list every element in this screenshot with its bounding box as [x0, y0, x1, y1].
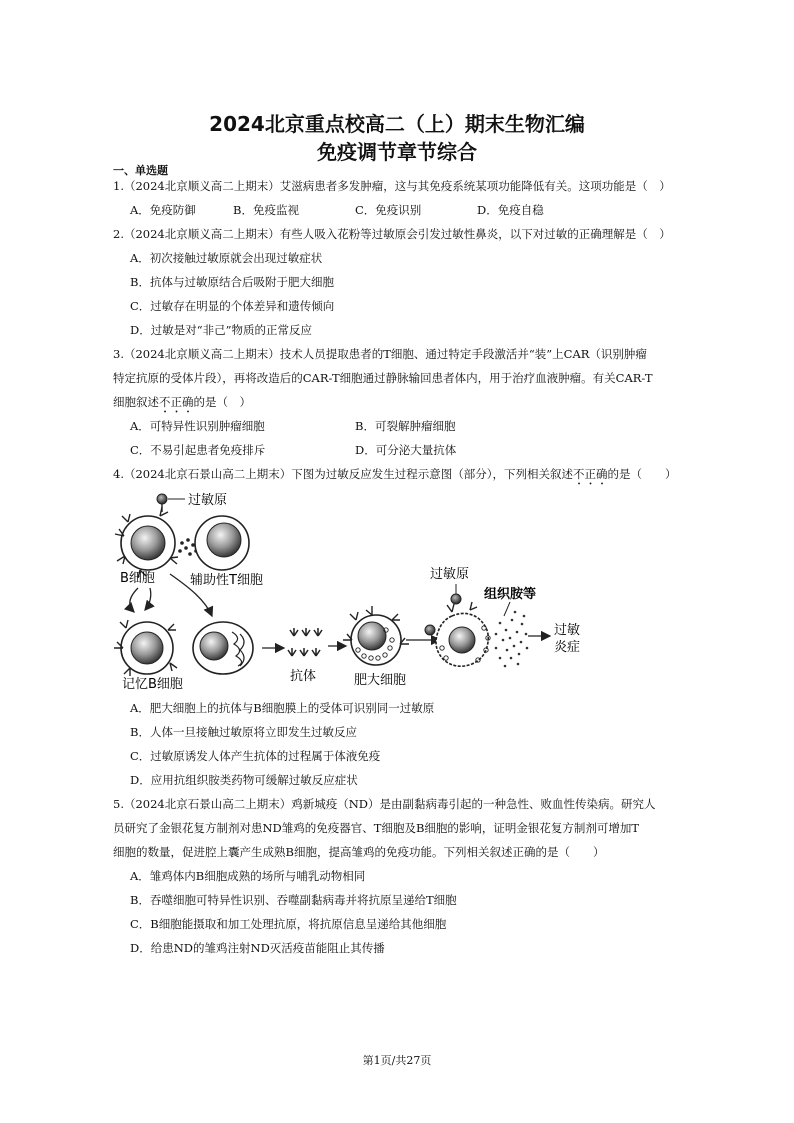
q5-option-d: D．给患ND的雏鸡注射ND灭活疫苗能阻止其传播	[130, 941, 385, 955]
label-memory-b-cell: 记忆B细胞	[122, 677, 183, 692]
label-antibody: 抗体	[290, 669, 317, 684]
label-allergen-right: 过敏原	[430, 567, 470, 582]
label-b-cell: B细胞	[120, 571, 155, 586]
q4-option-b: B．人体一旦接触过敏原将立即发生过敏反应	[130, 725, 357, 739]
q2-option-c: C．过敏存在明显的个体差异和遗传倾向	[130, 299, 335, 313]
question-5-stem-line3: 细胞的数量，促进腔上囊产生成熟B细胞，提高雏鸡的免疫功能。下列相关叙述正确的是（ ）	[113, 845, 605, 859]
q4-option-c: C．过敏原诱发人体产生抗体的过程属于体液免疫	[130, 749, 381, 763]
q4-stem-part-c: 的是（ ）	[607, 467, 677, 481]
label-inflammation-line2: 炎症	[554, 640, 581, 655]
q2-option-b: B．抗体与过敏原结合后吸附于肥大细胞	[130, 275, 334, 289]
section-label: 一、单选题	[113, 164, 168, 177]
q3-option-b: B．可裂解肿瘤细胞	[355, 419, 456, 433]
page-number: 第1页/共27页	[362, 1054, 432, 1067]
label-histamine: 组织胺等	[484, 587, 537, 602]
question-5-stem-line2: 员研究了金银花复方制剂对患ND雏鸡的免疫器官、T细胞及B细胞的影响，证明金银花复方制剂可增加T	[113, 821, 640, 835]
label-inflammation-line1: 过敏	[554, 623, 581, 638]
q3-option-c: C．不易引起患者免疫排斥	[130, 443, 266, 457]
b-cell-graphic	[115, 507, 178, 578]
plasma-cell-graphic	[193, 622, 253, 674]
q2-option-a: A．初次接触过敏原就会出现过敏症状	[130, 251, 323, 265]
arrow-to-memory-b-2	[145, 588, 151, 610]
degranulating-mast-cell-graphic	[436, 602, 490, 666]
label-helper-t-cell: 辅助性T细胞	[190, 573, 263, 588]
helper-t-cell-graphic	[195, 516, 249, 570]
allergy-process-diagram	[0, 488, 794, 698]
q4-option-d: D．应用抗组织胺类药物可缓解过敏反应症状	[130, 773, 358, 787]
question-1-stem: 1.（2024北京顺义高二上期末）艾滋病患者多发肿瘤，这与其免疫系统某项功能降低有关。这项功能是（ ）	[113, 179, 671, 193]
q1-option-a: A．免疫防御	[130, 203, 196, 217]
question-3-stem-line3	[113, 394, 251, 416]
document-title: 2024北京重点校高二（上）期末生物汇编	[209, 112, 585, 136]
allergen-top-icon	[157, 494, 167, 504]
q3-emphasis-not-correct: 不正确	[159, 395, 194, 409]
q3-option-d: D．可分泌大量抗体	[355, 443, 457, 457]
mast-cell-graphic	[343, 606, 409, 665]
allergen-right-icon	[451, 594, 461, 604]
q4-emphasis-not-correct: 不正确	[572, 467, 608, 481]
question-4-stem	[113, 466, 676, 488]
q3-stem-part-a: 细胞叙述	[113, 395, 159, 409]
question-5-stem-line1: 5.（2024北京石景山高二上期末）鸡新城疫（ND）是由副黏病毒引起的一种急性、败血性传染病。研究人	[113, 797, 656, 811]
histamine-particles	[495, 611, 529, 668]
question-2-stem: 2.（2024北京顺义高二上期末）有些人吸入花粉等过敏原会引发过敏性鼻炎，以下对过敏的正确理解是（ ）	[113, 227, 671, 241]
document-subtitle: 免疫调节章节综合	[317, 140, 477, 164]
q3-option-a: A．可特异性识别肿瘤细胞	[130, 419, 265, 433]
question-3-stem-line2: 特定抗原的受体片段），再将改造后的CAR-T细胞通过静脉输回患者体内，用于治疗血液肿瘤。有关CAR-T	[113, 371, 653, 385]
antibody-icons	[288, 628, 322, 656]
question-3-stem-line1: 3.（2024北京顺义高二上期末）技术人员提取患者的T细胞、通过特定手段激活并“装”上CAR（识别肿瘤	[113, 347, 647, 361]
q1-option-c: C．免疫识别	[355, 203, 422, 217]
q5-option-c: C．B细胞能摄取和加工处理抗原，将抗原信息呈递给其他细胞	[130, 917, 447, 931]
q4-option-a: A．肥大细胞上的抗体与B细胞膜上的受体可识别同一过敏原	[130, 701, 435, 715]
label-mast-cell: 肥大细胞	[354, 673, 407, 688]
q3-stem-part-c: 的是（ ）	[193, 395, 251, 409]
memory-b-cell-graphic	[114, 620, 177, 676]
q1-option-b: B．免疫监视	[233, 203, 299, 217]
histamine-leader	[504, 602, 510, 616]
q2-option-d: D．过敏是对“非己”物质的正常反应	[130, 323, 312, 337]
q4-stem-part-a: 4.（2024北京石景山高二上期末）下图为过敏反应发生过程示意图（部分），下列相关叙述	[113, 467, 573, 481]
q5-option-b: B．吞噬细胞可特异性识别、吞噬副黏病毒并将抗原呈递给T细胞	[130, 893, 457, 907]
arrow-to-memory-b	[130, 588, 138, 612]
q5-option-a: A．雏鸡体内B细胞成熟的场所与哺乳动物相同	[130, 869, 366, 883]
q1-option-d: D．免疫自稳	[477, 203, 544, 217]
allergen-mid-icon	[425, 625, 435, 635]
label-allergen-top: 过敏原	[188, 493, 228, 508]
